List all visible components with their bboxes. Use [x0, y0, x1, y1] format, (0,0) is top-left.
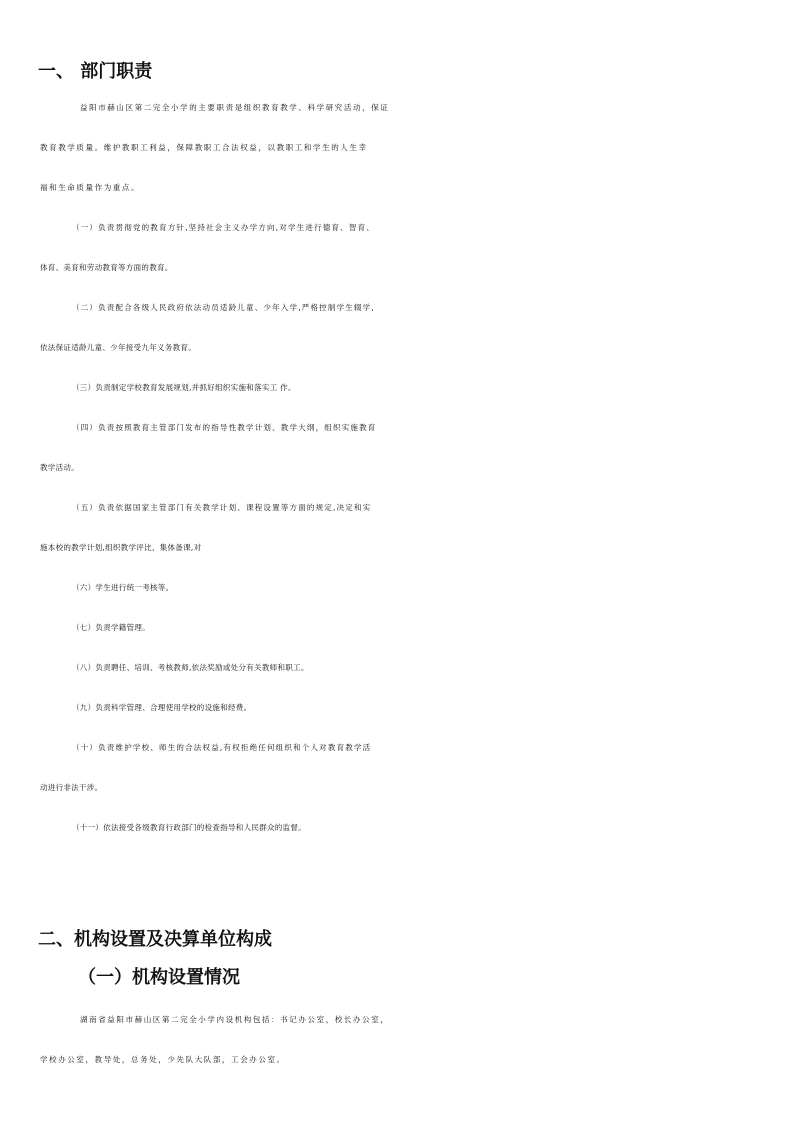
duty-7-line-1: （七）负责学籍管理。: [72, 623, 150, 632]
section-1-intro-line-2: 教育教学质量。维护教职工利益，保障教职工合法权益，以教职工和学生的人生幸: [40, 143, 368, 152]
duty-8-line-1: （八）负责聘任、培训、考核教师,依法奖励或处分有关教师和职工。: [72, 663, 309, 672]
duty-10-line-2: 动进行非法干涉。: [40, 783, 103, 792]
section-1-intro-line-1: 益阳市赫山区第二完全小学的主要职责是组织教育教学、科学研究活动，保证: [80, 103, 390, 112]
section-1-heading: 一、 部门职责: [38, 61, 153, 82]
duty-4-line-1: （四）负责按照教育主管部门发布的指导性教学计划、教学大纲，组织实施教育: [72, 423, 377, 432]
section-2-heading: 二、机构设置及决算单位构成: [38, 929, 272, 950]
duty-9-line-1: （九）负责科学管理、合理使用学校的设施和经费。: [72, 703, 252, 712]
duty-5-line-1: （五）负责依据国家主管部门有关教学计划、课程设置等方面的规定,决定和实: [72, 503, 372, 512]
duty-2-line-2: 依法保证适龄儿童、少年接受九年义务教育。: [40, 343, 196, 352]
duty-5-line-2: 施本校的教学计划,组织教学评比、集体备课,对: [40, 543, 202, 552]
section-1-intro-line-3: 福和生命质量作为重点。: [40, 183, 141, 192]
duty-2-line-1: （二）负责配合各级人民政府依法动员适龄儿童、少年入学,严格控制学生辍学,: [72, 303, 375, 312]
duty-6-line-1: （六）学生进行统一考核等。: [72, 583, 174, 592]
duty-10-line-1: （十）负责维护学校、师生的合法权益,有权拒绝任何组织和个人对教育教学活: [72, 743, 372, 752]
duty-3-line-1: （三）负责制定学校教育发展规划,并抓好组织实施和落实工 作。: [72, 383, 296, 392]
duty-11-line-1: （十一）依法接受各级教育行政部门的检查指导和人民群众的监督。: [72, 823, 306, 832]
section-2-body-line-1: 湖南省益阳市赫山区第二完全小学内设机构包括：书记办公室，校长办公室，: [80, 1015, 390, 1024]
duty-1-line-1: （一）负责贯彻党的教育方针,坚持社会主义办学方向,对学生进行德育、智育、: [72, 223, 375, 232]
section-2-body-line-2: 学校办公室，教导处，总务处，少先队大队部，工会办公室。: [40, 1055, 286, 1064]
duty-4-line-2: 教学活动。: [40, 463, 79, 472]
section-2-subheading: （一）机构设置情况: [78, 967, 240, 988]
duty-1-line-2: 体育、美育和劳动教育等方面的教育。: [40, 263, 173, 272]
